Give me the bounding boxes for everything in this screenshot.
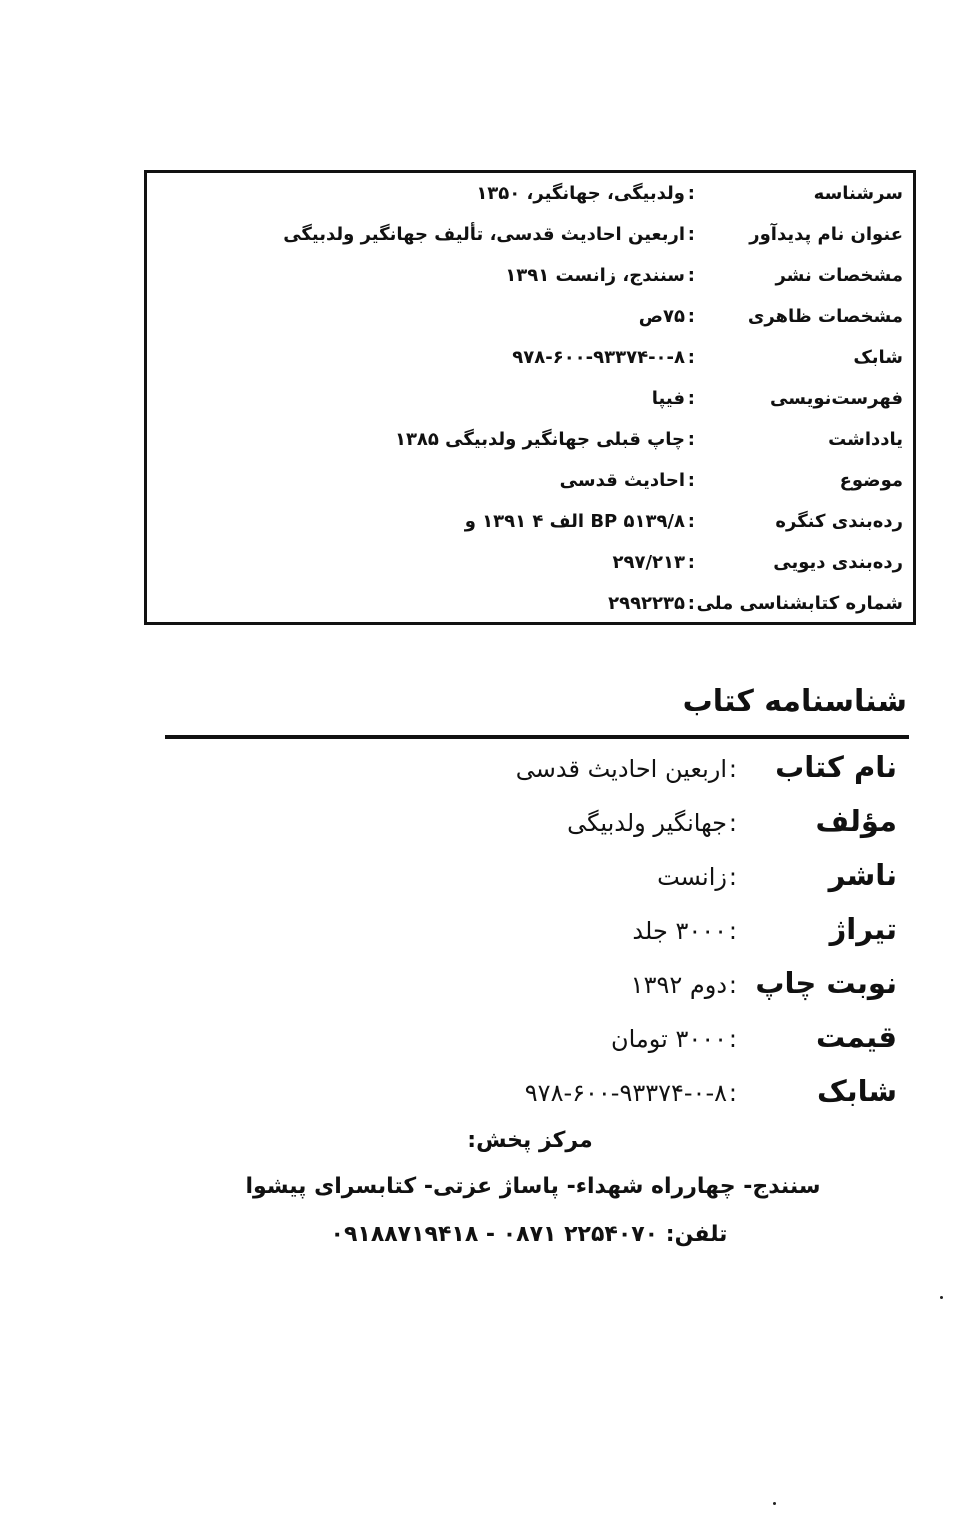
cip-value: چاپ قبلی جهانگیر ولدبیگی ۱۳۸۵ — [394, 429, 685, 450]
info-colon: : — [728, 755, 737, 783]
cip-row-national-bibliography-number — [147, 585, 913, 626]
info-colon: : — [728, 1079, 737, 1107]
cataloging-in-publication-box — [144, 170, 916, 625]
cip-colon: : — [687, 552, 695, 573]
cip-row-dewey-classification — [147, 544, 913, 585]
cip-value: فیپا — [651, 388, 685, 409]
info-colon: : — [728, 917, 737, 945]
cip-value: ۷۵ص — [638, 306, 685, 327]
info-value: دوم ۱۳۹۲ — [630, 971, 727, 999]
cip-row-subject — [147, 462, 913, 503]
cip-colon: : — [687, 306, 695, 327]
cip-row-isbn — [147, 339, 913, 380]
info-row-price — [0, 1016, 959, 1070]
distribution-title: مرکز پخش: — [467, 1128, 593, 1153]
cip-row-title — [147, 216, 913, 257]
info-label: قیمت — [816, 1020, 897, 1054]
info-label: ناشر — [828, 858, 897, 892]
cip-label: شماره کتابشناسی ملی — [696, 593, 903, 614]
cip-row-publication — [147, 257, 913, 298]
distribution-phone: تلفن: ۲۲۵۴۰۷۰ ۰۸۷۱ - ۰۹۱۸۸۷۱۹۴۱۸ — [330, 1222, 728, 1247]
cip-label: مشخصات ظاهری — [747, 306, 903, 327]
cip-row-lc-classification — [147, 503, 913, 544]
cip-colon: : — [687, 183, 695, 204]
distribution-address: سنندج- چهارراه شهداء- پاساژ عزتی- کتابسرای پیشوا — [245, 1174, 821, 1199]
info-colon: : — [728, 809, 737, 837]
cip-value: BP ۵۱۳۹/۸ الف ۴ ۱۳۹۱ و — [464, 511, 685, 532]
info-value: ۳۰۰۰ جلد — [632, 917, 727, 945]
cip-colon: : — [687, 470, 695, 491]
cip-value: اربعین احادیث قدسی، تألیف جهانگیر ولدبیگی — [283, 224, 685, 245]
cip-value: ولدبیگی، جهانگیر، ۱۳۵۰ — [476, 183, 685, 204]
book-info-heading: شناسنامه کتاب — [682, 684, 907, 719]
cip-label: فهرست‌نویسی — [770, 388, 903, 409]
info-label: نوبت چاپ — [755, 966, 897, 1000]
info-colon: : — [728, 863, 737, 891]
cip-label: مشخصات نشر — [775, 265, 903, 286]
cip-colon: : — [687, 265, 695, 286]
info-label: مؤلف — [815, 804, 897, 838]
info-label: تیراژ — [829, 912, 897, 946]
info-value: ۳۰۰۰ تومان — [610, 1025, 727, 1053]
cip-label: یادداشت — [828, 429, 903, 450]
cip-label: عنوان نام پدیدآور — [749, 224, 903, 245]
scan-speck — [773, 1502, 776, 1505]
cip-label: موضوع — [839, 470, 903, 491]
cip-row-physical-description — [147, 298, 913, 339]
info-row-author — [0, 800, 959, 854]
info-row-isbn — [0, 1070, 959, 1124]
cip-row-note — [147, 421, 913, 462]
info-value: جهانگیر ولدبیگی — [567, 809, 727, 837]
info-row-print-run — [0, 908, 959, 962]
info-row-publisher — [0, 854, 959, 908]
cip-value: ۹۷۸-۶۰۰-۹۳۳۷۴-۰-۸ — [512, 347, 685, 368]
cip-label: رده‌بندی کنگره — [775, 511, 903, 532]
cip-colon: : — [687, 347, 695, 368]
cip-row-main-entry — [147, 175, 913, 216]
info-value: ۹۷۸-۶۰۰-۹۳۳۷۴-۰-۸ — [524, 1079, 727, 1107]
info-value: زانست — [657, 863, 727, 891]
scan-speck — [940, 1296, 943, 1299]
info-label: شابک — [817, 1074, 897, 1108]
info-label: نام کتاب — [775, 750, 897, 784]
info-colon: : — [728, 1025, 737, 1053]
info-row-edition — [0, 962, 959, 1016]
cip-colon: : — [687, 593, 695, 614]
cip-label: شابک — [853, 347, 903, 368]
cip-value: ۲۹۹۲۲۳۵ — [608, 593, 685, 614]
cip-value: سنندج، زانست ۱۳۹۱ — [505, 265, 685, 286]
cip-value: احادیث قدسی — [559, 470, 685, 491]
info-colon: : — [728, 971, 737, 999]
heading-divider — [165, 735, 909, 739]
info-row-book-name — [0, 746, 959, 800]
cip-label: سرشناسه — [813, 183, 903, 204]
cip-label: رده‌بندی دیویی — [773, 552, 903, 573]
cip-colon: : — [687, 511, 695, 532]
cip-value: ۲۹۷/۲۱۳ — [612, 552, 685, 573]
cip-row-cataloging — [147, 380, 913, 421]
cip-colon: : — [687, 388, 695, 409]
info-value: اربعین احادیث قدسی — [515, 755, 727, 783]
cip-colon: : — [687, 224, 695, 245]
cip-colon: : — [687, 429, 695, 450]
